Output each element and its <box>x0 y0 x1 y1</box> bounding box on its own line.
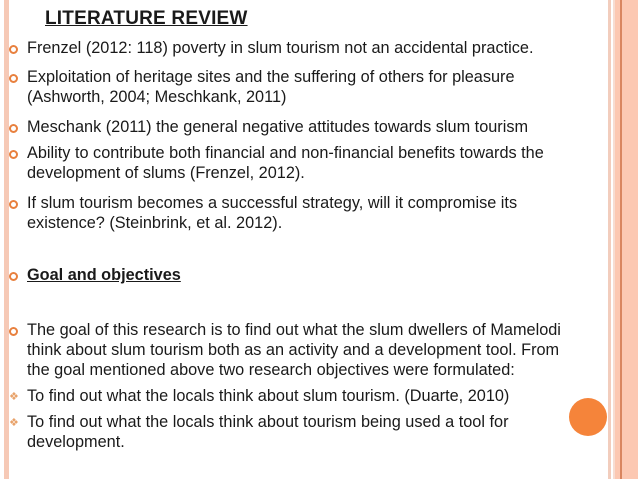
list-item <box>27 386 607 406</box>
item-text: Meschank (2011) the general negative attitudes towards slum tourism <box>27 118 529 136</box>
circle-bullet-icon <box>9 45 18 54</box>
right-decorative-stripes <box>608 0 638 479</box>
list-item <box>27 67 607 107</box>
circle-bullet-icon <box>9 200 18 209</box>
item-text: existence? (Steinbrink, et al. 2012). <box>27 214 283 232</box>
item-text: To find out what the locals think about slum tourism. (Duarte, 2010) <box>27 387 510 405</box>
circle-bullet-icon <box>9 272 18 281</box>
list-item-heading <box>27 265 607 285</box>
circle-bullet-icon <box>9 74 18 83</box>
item-text: think about slum tourism both as an activity and a development tool. From <box>27 341 560 359</box>
item-text: Exploitation of heritage sites and the suffering of others for pleasure <box>27 68 515 86</box>
item-text: development of slums (Frenzel, 2012). <box>27 164 305 182</box>
item-text: To find out what the locals think about tourism being used a tool for <box>27 413 509 431</box>
list-item <box>27 38 607 58</box>
item-text: (Ashworth, 2004; Meschkank, 2011) <box>27 88 287 106</box>
circle-bullet-icon <box>9 124 18 133</box>
item-text: If slum tourism becomes a successful strategy, will it compromise its <box>27 194 518 212</box>
list-item <box>27 320 607 380</box>
diamond-bullet-icon: ❖ <box>9 391 19 403</box>
list-item <box>27 117 607 137</box>
slide-title: LITERATURE REVIEW <box>45 8 248 29</box>
circle-bullet-icon <box>9 327 18 336</box>
section-heading: Goal and objectives <box>27 266 181 284</box>
list-item <box>27 143 607 183</box>
diamond-bullet-icon: ❖ <box>9 417 19 429</box>
left-border-stripe <box>4 0 9 479</box>
list-item <box>27 412 607 452</box>
item-text: the goal mentioned above two research objectives were formulated: <box>27 361 515 379</box>
item-text: development. <box>27 433 125 451</box>
list-item <box>27 193 607 233</box>
stripe <box>615 0 638 479</box>
stripe <box>608 0 611 479</box>
item-text: The goal of this research is to find out what the slum dwellers of Mamelodi <box>27 321 561 339</box>
item-text: Ability to contribute both financial and non-financial benefits towards the <box>27 144 544 162</box>
stripe <box>620 0 622 479</box>
circle-bullet-icon <box>9 150 18 159</box>
item-text: Frenzel (2012: 118) poverty in slum tourism not an accidental practice. <box>27 39 534 57</box>
